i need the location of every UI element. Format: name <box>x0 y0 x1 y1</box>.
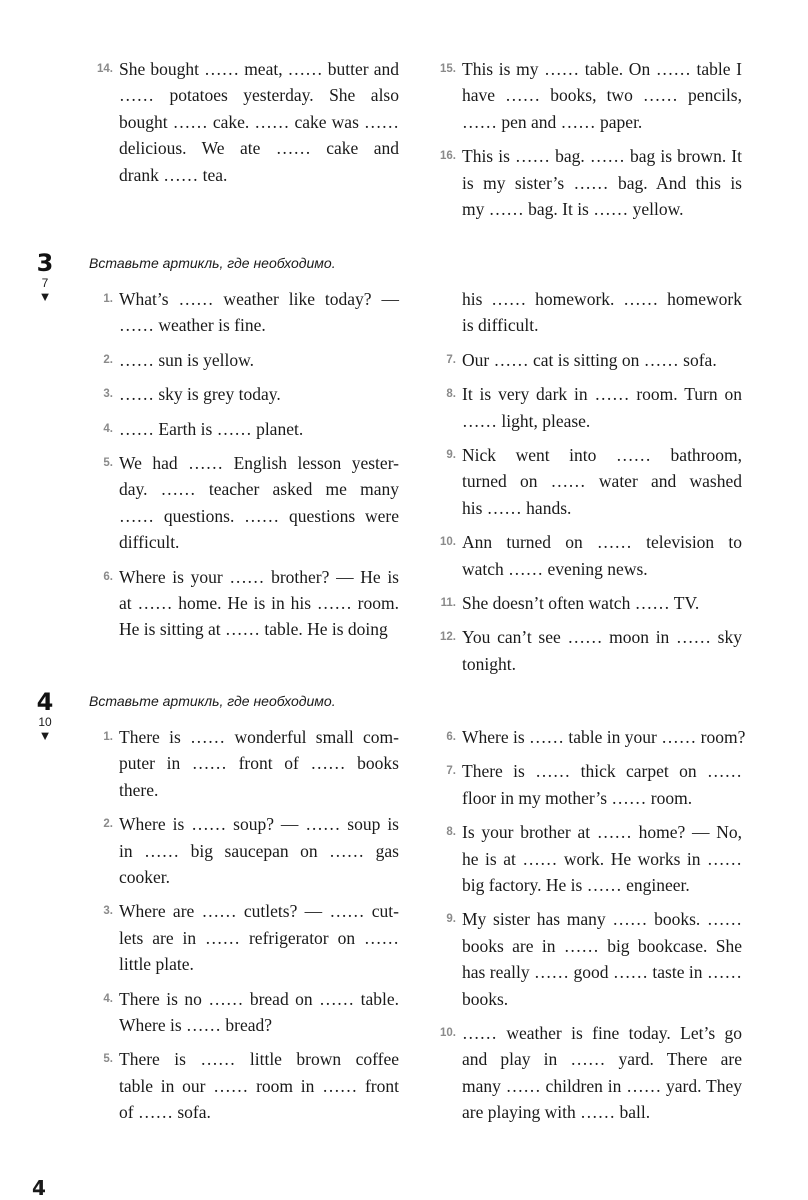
item-number: 2. <box>103 818 113 831</box>
exercise-item <box>446 442 742 521</box>
exercise-item <box>440 143 742 222</box>
exercise-item <box>446 758 742 811</box>
item-line: and play in …… yard. There are <box>462 1049 742 1070</box>
item-line: have …… books, two …… pencils, <box>462 85 742 106</box>
item-line: My sister has many …… books. …… <box>462 909 742 930</box>
item-line: Where are …… cutlets? — …… cut- <box>119 901 399 922</box>
item-line: little plate. <box>119 954 194 975</box>
exercise-item <box>103 724 399 803</box>
exercise-item <box>440 590 742 616</box>
exercise-count: 7 <box>41 276 49 290</box>
item-line: This is …… bag. …… bag is brown. It <box>462 146 742 167</box>
page-number: 4 <box>32 1176 46 1200</box>
item-number: 8. <box>446 826 456 839</box>
item-line: day. …… teacher asked me many <box>119 479 399 500</box>
item-line: big factory. He is …… engineer. <box>462 874 690 895</box>
exercise-item <box>97 56 399 188</box>
item-line: …… Earth is …… planet. <box>119 418 304 439</box>
exercise-item <box>446 906 742 1012</box>
item-line: Is your brother at …… home? — No, <box>462 822 742 843</box>
exercise-item <box>103 381 399 407</box>
exercise-3-right-column <box>440 286 742 685</box>
top-left-column <box>97 56 399 196</box>
item-number: 4. <box>103 422 113 435</box>
exercise-item <box>440 624 742 677</box>
exercise-count: 10 <box>38 715 52 729</box>
item-line: drank …… tea. <box>119 164 228 185</box>
item-line: We had …… English lesson yester- <box>119 452 399 473</box>
item-line: cooker. <box>119 866 171 887</box>
item-number: 1. <box>103 731 113 743</box>
item-number: 3. <box>103 388 113 401</box>
exercise-item <box>103 564 399 643</box>
exercise-item <box>446 819 742 898</box>
exercise-item <box>103 347 399 373</box>
item-line: Where is …… bread? <box>119 1014 273 1035</box>
item-line: She doesn’t often watch …… TV. <box>462 592 700 613</box>
item-line: of …… sofa. <box>119 1102 211 1123</box>
exercise-item <box>103 986 399 1039</box>
item-line: there. <box>119 779 159 800</box>
item-line: books. <box>462 988 509 1009</box>
item-line: difficult. <box>119 532 180 553</box>
exercise-number: 4 <box>36 688 54 716</box>
exercise-3-left-column <box>103 286 399 651</box>
item-line: are playing with …… ball. <box>462 1102 651 1123</box>
exercise-item <box>446 381 742 434</box>
item-line: turned on …… water and washed <box>462 471 742 492</box>
exercise-item <box>103 1046 399 1125</box>
exercise-item <box>440 1020 742 1126</box>
item-line: There is …… wonderful small com- <box>119 727 399 747</box>
item-line: watch …… evening news. <box>462 558 648 579</box>
item-line: Where is …… soup? — …… soup is <box>119 814 399 835</box>
exercise-4-instruction: Вставьте артикль, где необходимо. <box>89 693 336 709</box>
item-line: Ann turned on …… television to <box>462 532 742 553</box>
exercise-4-right-column <box>440 724 746 1133</box>
top-right-column <box>440 56 742 230</box>
exercise-item <box>103 898 399 977</box>
item-number: 14. <box>97 63 113 75</box>
exercise-item <box>103 450 399 556</box>
item-line: books are in …… big bookcase. She <box>462 935 742 956</box>
item-number: 15. <box>440 63 456 75</box>
exercise-item <box>446 347 742 373</box>
item-number: 5. <box>103 1053 113 1066</box>
item-line: There is …… thick carpet on …… <box>462 761 742 782</box>
item-number: 2. <box>103 353 113 366</box>
item-line: Where is your …… brother? — He is <box>119 566 399 587</box>
exercise-4-left-column <box>103 724 399 1133</box>
exercise-item <box>103 286 399 339</box>
item-line: tonight. <box>462 653 516 674</box>
item-line: …… sun is yellow. <box>119 349 254 370</box>
exercise-3-marker <box>20 250 70 304</box>
item-line: …… weather is fine. <box>119 315 266 336</box>
item-number: 8. <box>446 388 456 401</box>
item-number: 3. <box>103 905 113 918</box>
item-line: What’s …… weather like today? — <box>119 289 399 309</box>
item-line: …… questions. …… questions were <box>119 505 399 526</box>
item-line: lets are in …… refrigerator on …… <box>119 927 399 948</box>
item-line: many …… children in …… yard. They <box>462 1075 742 1096</box>
exercise-3-right-items <box>440 347 742 677</box>
exercise-item <box>103 416 399 442</box>
item-number: 5. <box>103 456 113 469</box>
item-line: You can’t see …… moon in …… sky <box>462 627 742 648</box>
item-line: at …… home. He is in his …… room. <box>119 592 399 613</box>
item-line: He is sitting at …… table. He is doing <box>119 619 388 640</box>
item-line: She bought …… meat, …… butter and <box>119 59 399 79</box>
item-line: Nick went into …… bathroom, <box>462 444 742 465</box>
item-number: 9. <box>446 913 456 926</box>
exercise-4-marker <box>20 689 70 743</box>
item-number: 6. <box>446 731 456 743</box>
item-line: has really …… good …… taste in …… <box>462 962 742 983</box>
exercise-item <box>446 724 746 750</box>
item-number: 16. <box>440 150 456 163</box>
item-number: 12. <box>440 631 456 644</box>
exercise-item <box>440 56 742 135</box>
item-line: …… pen and …… paper. <box>462 111 643 132</box>
item-number: 9. <box>446 448 456 461</box>
exercise-item <box>440 529 742 582</box>
item-line: is difficult. <box>462 315 539 336</box>
item-line: is my sister’s …… bag. And this is <box>462 172 742 193</box>
item-line: …… potatoes yesterday. She also <box>119 85 399 106</box>
item-number: 7. <box>446 765 456 778</box>
item-line: he is at …… work. He works in …… <box>462 848 742 869</box>
item-line: Where is …… table in your …… room? <box>462 727 746 747</box>
item-line: my …… bag. It is …… yellow. <box>462 198 684 219</box>
item-number: 11. <box>440 596 456 609</box>
item-number: 7. <box>446 353 456 366</box>
item-line: It is very dark in …… room. Turn on <box>462 384 742 405</box>
item-number: 10. <box>440 536 456 549</box>
exercise-item <box>103 811 399 890</box>
continued-item <box>462 286 742 339</box>
exercise-number: 3 <box>36 249 54 277</box>
item-number: 6. <box>103 570 113 583</box>
item-line: delicious. We ate …… cake and <box>119 138 399 159</box>
item-line: his …… homework. …… homework <box>462 289 742 309</box>
down-triangle-icon: ▼ <box>38 289 52 304</box>
item-line: Our …… cat is sitting on …… sofa. <box>462 349 717 370</box>
item-line: floor in my mother’s …… room. <box>462 787 693 808</box>
item-line: This is my …… table. On …… table I <box>462 59 742 79</box>
item-line: …… weather is fine today. Let’s go <box>462 1022 742 1043</box>
item-number: 4. <box>103 992 113 1005</box>
item-number: 10. <box>440 1026 456 1039</box>
item-line: in …… big saucepan on …… gas <box>119 840 399 861</box>
item-line: bought …… cake. …… cake was …… <box>119 111 399 132</box>
down-triangle-icon: ▼ <box>38 728 52 743</box>
exercise-3-instruction: Вставьте артикль, где необходимо. <box>89 255 336 271</box>
item-line: …… sky is grey today. <box>119 384 281 405</box>
item-line: puter in …… front of …… books <box>119 753 399 774</box>
item-line: his …… hands. <box>462 497 572 518</box>
item-line: …… light, please. <box>462 410 591 431</box>
item-line: There is no …… bread on …… table. <box>119 988 399 1009</box>
item-line: table in our …… room in …… front <box>119 1075 399 1096</box>
item-line: There is …… little brown coffee <box>119 1049 399 1070</box>
item-number: 1. <box>103 293 113 305</box>
